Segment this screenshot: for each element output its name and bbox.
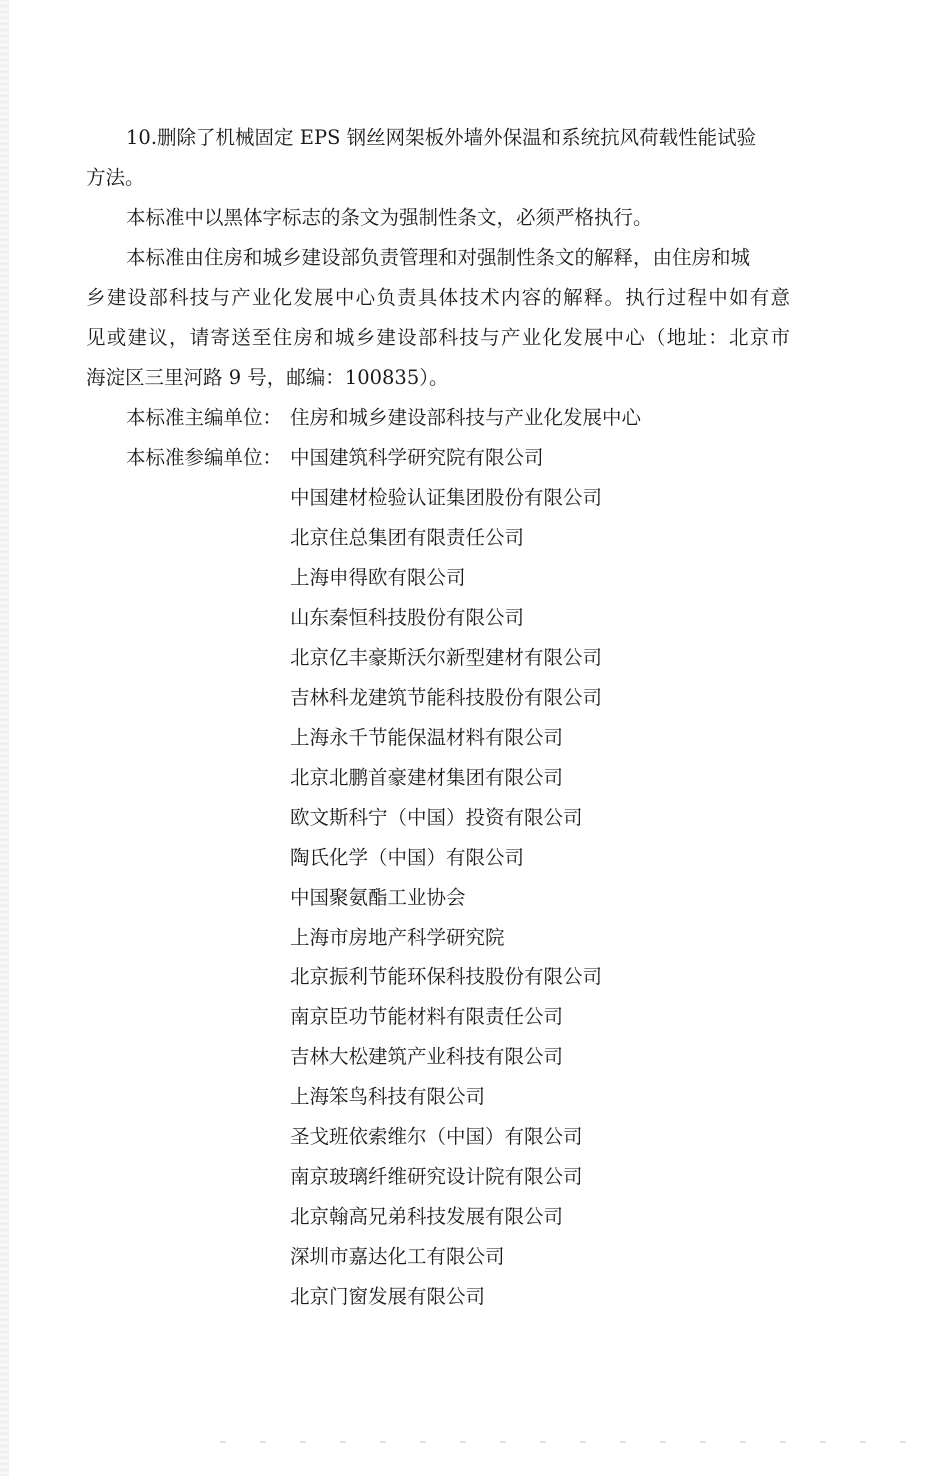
participating-unit: 山东秦恒科技股份有限公司 bbox=[290, 606, 525, 629]
chief-editor-unit: 住房和城乡建设部科技与产业化发展中心 bbox=[290, 406, 642, 429]
participating-unit: 圣戈班依索维尔（中国）有限公司 bbox=[290, 1125, 583, 1148]
mandatory-note: 本标准中以黑体字标志的条文为强制性条文，必须严格执行。 bbox=[126, 206, 653, 229]
participating-unit: 中国聚氨酯工业协会 bbox=[290, 886, 466, 909]
participating-unit: 北京振利节能环保科技股份有限公司 bbox=[290, 965, 603, 988]
participating-label: 本标准参编单位： bbox=[126, 446, 283, 469]
participating-unit: 北京门窗发展有限公司 bbox=[290, 1285, 486, 1308]
participating-unit: 北京住总集团有限责任公司 bbox=[290, 526, 525, 549]
scan-edge-artifact bbox=[0, 0, 9, 1476]
chief-editor-label: 本标准主编单位： bbox=[126, 406, 283, 429]
item10-line1: 10.删除了机械固定 EPS 钢丝网架板外墙外保温和系统抗风荷载性能试验 bbox=[126, 126, 757, 149]
participating-unit: 吉林大松建筑产业科技有限公司 bbox=[290, 1045, 564, 1068]
participating-unit: 上海笨鸟科技有限公司 bbox=[290, 1085, 486, 1108]
scan-bottom-artifact bbox=[220, 1441, 940, 1443]
participating-unit: 南京玻璃纤维研究设计院有限公司 bbox=[290, 1165, 583, 1188]
admin-line4: 海淀区三里河路 9 号，邮编：100835）。 bbox=[86, 366, 449, 389]
participating-unit: 上海申得欧有限公司 bbox=[290, 566, 466, 589]
participating-unit: 上海市房地产科学研究院 bbox=[290, 926, 505, 949]
item10-line2: 方法。 bbox=[86, 166, 145, 189]
participating-unit: 北京北鹏首豪建材集团有限公司 bbox=[290, 766, 564, 789]
participating-unit: 中国建筑科学研究院有限公司 bbox=[290, 446, 544, 469]
participating-unit: 南京臣功节能材料有限责任公司 bbox=[290, 1005, 564, 1028]
participating-unit: 北京亿丰豪斯沃尔新型建材有限公司 bbox=[290, 646, 603, 669]
admin-line1: 本标准由住房和城乡建设部负责管理和对强制性条文的解释，由住房和城 bbox=[126, 246, 751, 269]
participating-unit: 中国建材检验认证集团股份有限公司 bbox=[290, 486, 603, 509]
participating-unit: 陶氏化学（中国）有限公司 bbox=[290, 846, 525, 869]
participating-unit: 欧文斯科宁（中国）投资有限公司 bbox=[290, 806, 583, 829]
participating-unit: 深圳市嘉达化工有限公司 bbox=[290, 1245, 505, 1268]
admin-line3: 见或建议，请寄送至住房和城乡建设部科技与产业化发展中心（地址：北京市 bbox=[86, 326, 790, 349]
admin-line2: 乡建设部科技与产业化发展中心负责具体技术内容的解释。执行过程中如有意 bbox=[86, 286, 790, 309]
participating-unit: 北京翰高兄弟科技发展有限公司 bbox=[290, 1205, 564, 1228]
participating-unit: 上海永千节能保温材料有限公司 bbox=[290, 726, 564, 749]
participating-unit: 吉林科龙建筑节能科技股份有限公司 bbox=[290, 686, 603, 709]
